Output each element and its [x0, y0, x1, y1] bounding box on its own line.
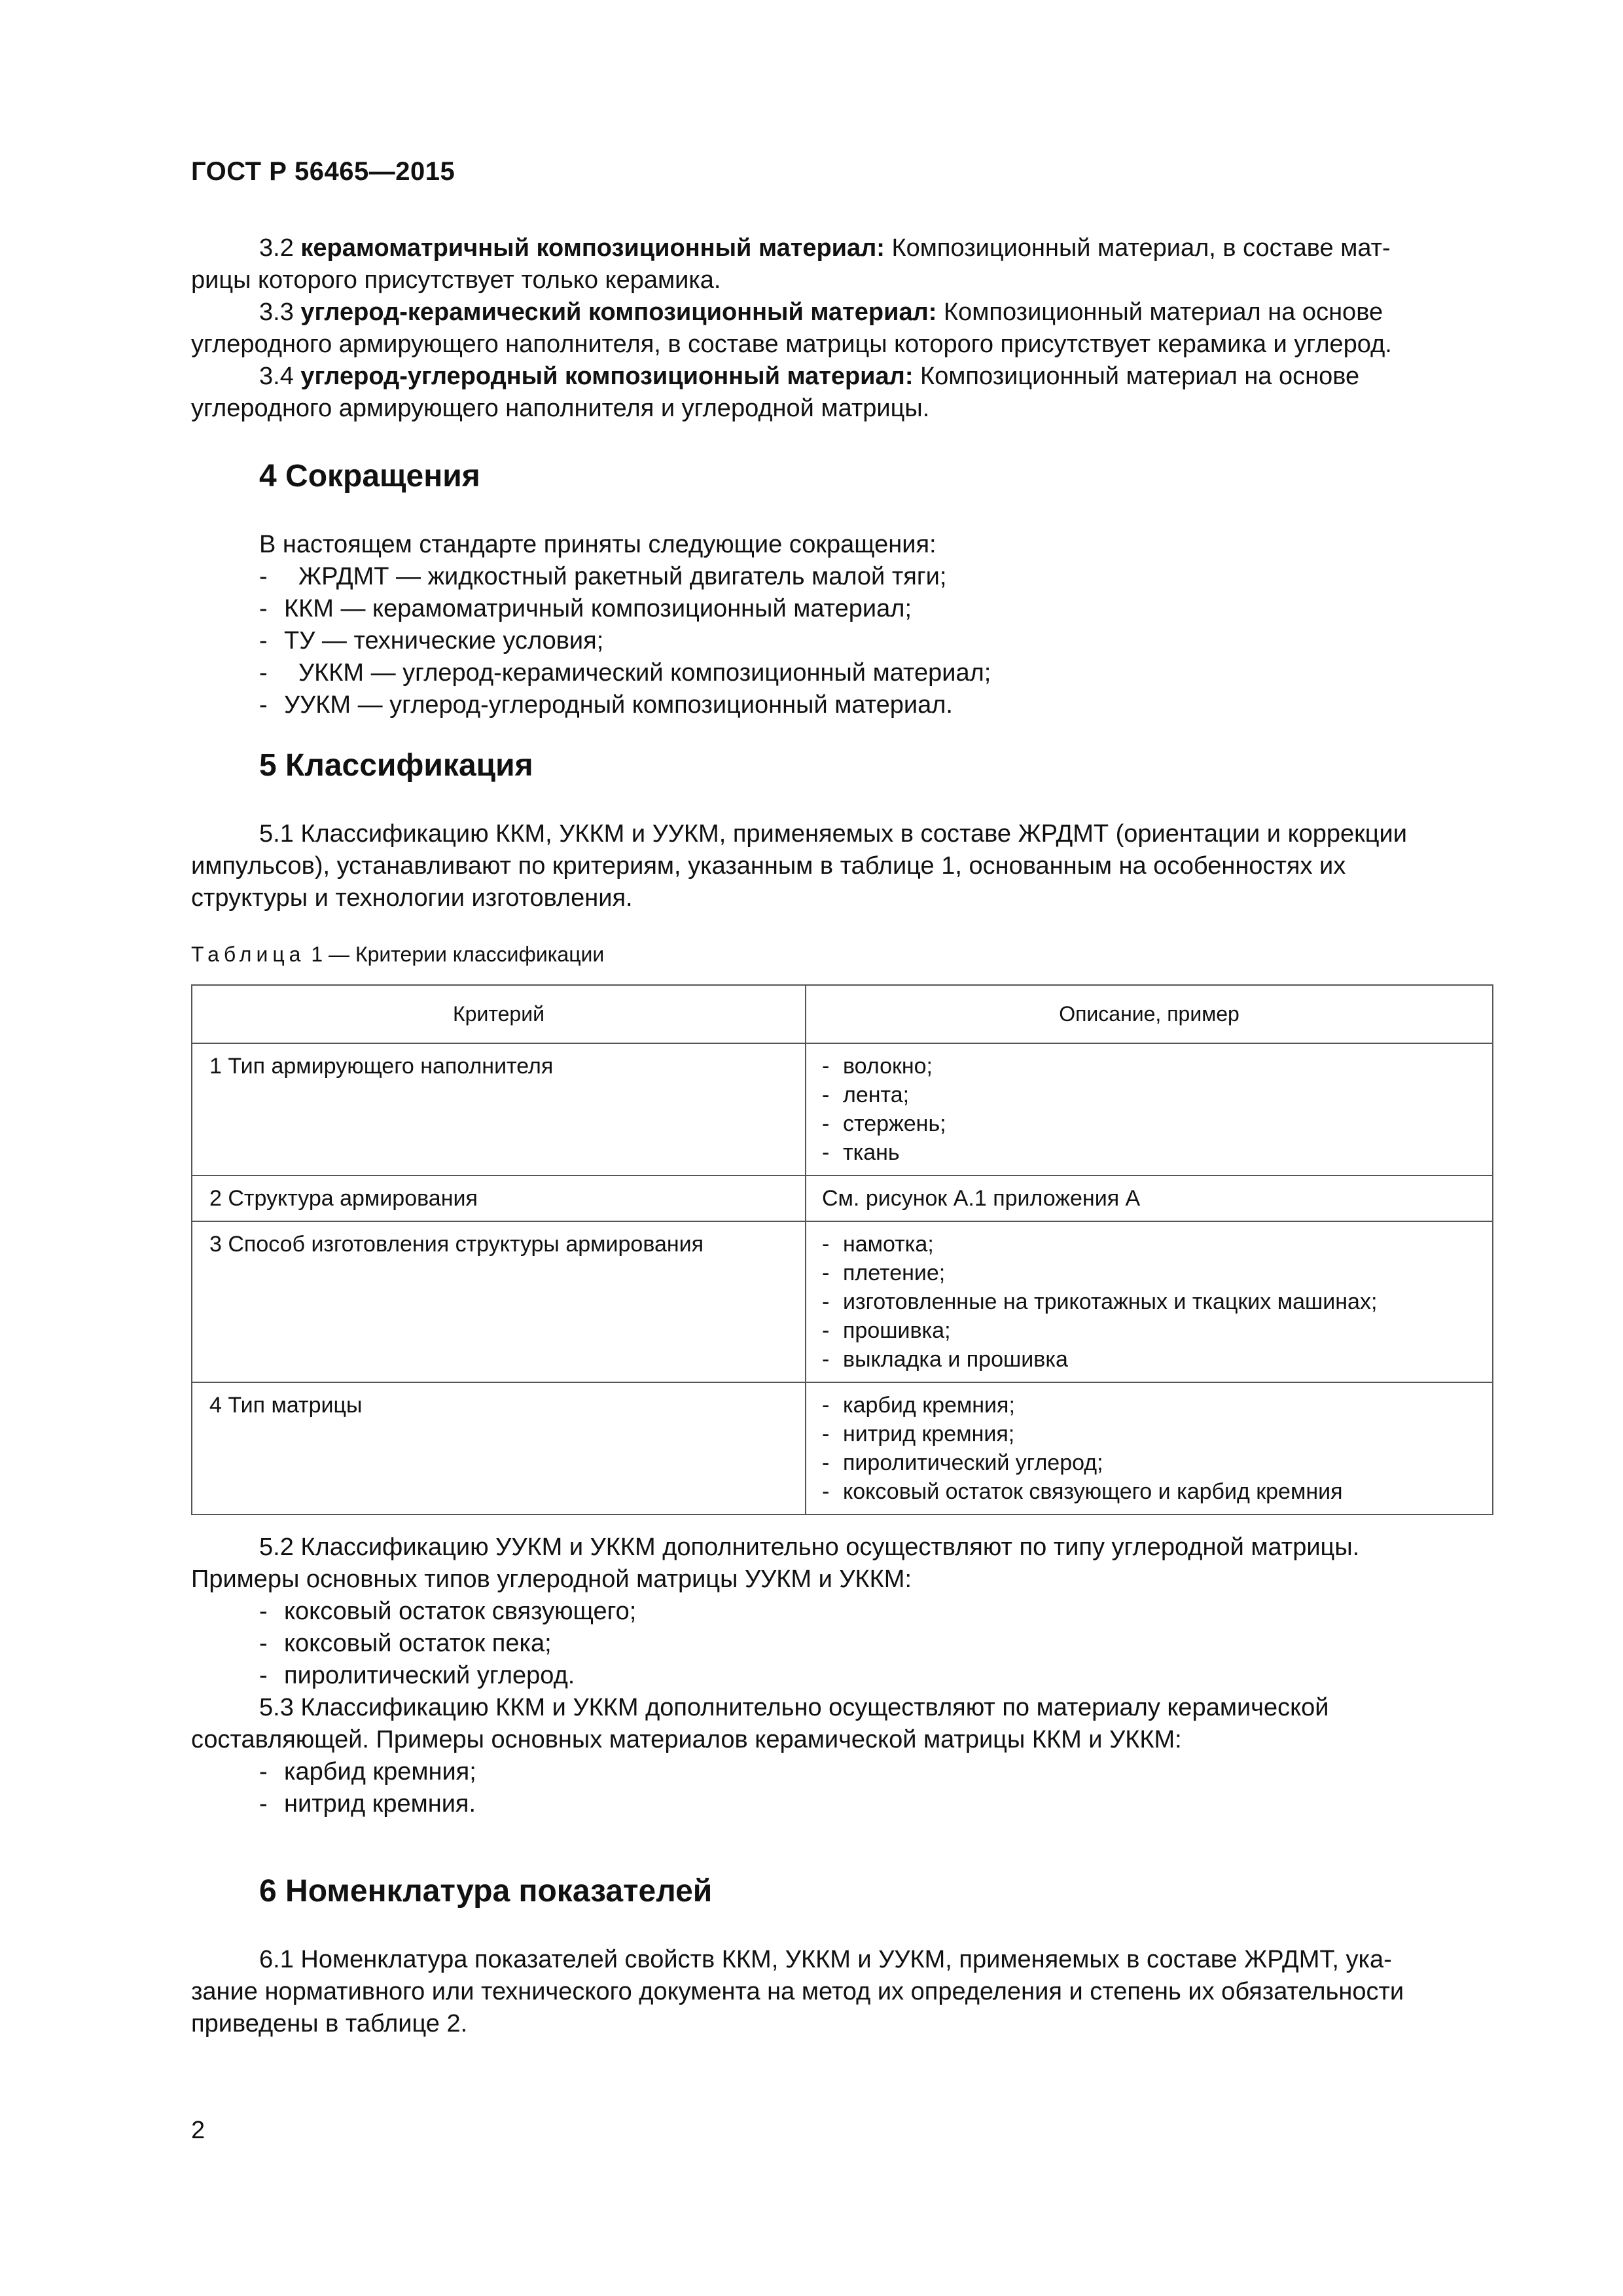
- para-6-1-line: зание нормативного или технического документа на метод их определения и степень их обязательности: [191, 1978, 1404, 2005]
- table-cell-criterion: 3 Способ изготовления структуры армирования: [192, 1221, 806, 1382]
- para-5-1-line: импульсов), устанавливают по критериям, указанным в таблице 1, основанным на особенностях их: [191, 852, 1346, 880]
- table-cell-criterion: 1 Тип армирующего наполнителя: [192, 1043, 806, 1175]
- table-row: [192, 1382, 1493, 1515]
- list-item: - коксовый остаток пека;: [259, 1630, 552, 1657]
- def-3-4-cont: углеродного армирующего наполнителя и углеродной матрицы.: [191, 395, 930, 422]
- abbrev-item: - УККМ — углерод-керамический композиционный материал;: [259, 659, 991, 687]
- table-1-caption: Таблица 1 — Критерии классификации: [191, 942, 605, 966]
- list-item: - карбид кремния;: [259, 1758, 476, 1785]
- def-3-3: 3.3 углерод-керамический композиционный материал: Композиционный материал на основе: [259, 298, 1383, 326]
- def-3-3-cont: углеродного армирующего наполнителя, в составе матрицы которого присутствует керамика и углерод.: [191, 331, 1392, 358]
- para-6-1-line: приведены в таблице 2.: [191, 2010, 468, 2037]
- para-5-3-line: составляющей. Примеры основных материалов керамической матрицы ККМ и УККМ:: [191, 1726, 1182, 1753]
- table-cell-criterion: 4 Тип матрицы: [192, 1382, 806, 1515]
- para-5-2-line: 5.2 Классификацию УУКМ и УККМ дополнительно осуществляют по типу углеродной матрицы.: [259, 1534, 1360, 1561]
- table-row: [192, 1175, 1493, 1221]
- section-6-title: 6 Номенклатура показателей: [259, 1874, 713, 1909]
- list-item: - пиролитический углерод.: [259, 1662, 575, 1689]
- section-5-title: 5 Классификация: [259, 748, 533, 783]
- para-6-1: [191, 1944, 1493, 2040]
- section-4-title: 4 Сокращения: [259, 459, 480, 493]
- def-3-2: 3.2 керамоматричный композиционный материал: Композиционный материал, в составе мат-: [259, 234, 1391, 262]
- table-header-criterion: Критерий: [192, 985, 806, 1043]
- table-row: [192, 1221, 1493, 1382]
- def-3-2-cont: рицы которого присутствует только керамика.: [191, 266, 721, 294]
- table-cell-description: - намотка; - плетение; - изготовленные на трикотажных и ткацких машинах; - прошивка; - выкладка и прошивка: [806, 1221, 1493, 1382]
- table-header-description: Описание, пример: [806, 985, 1493, 1043]
- def-3-4: 3.4 углерод-углеродный композиционный материал: Композиционный материал на основе: [259, 363, 1360, 390]
- abbrev-item: - ЖРДМТ — жидкостный ракетный двигатель малой тяги;: [259, 563, 947, 590]
- para-5-1-line: структуры и технологии изготовления.: [191, 884, 633, 912]
- para-6-1-line: 6.1 Номенклатура показателей свойств ККМ, УККМ и УУКМ, применяемых в составе ЖРДМТ, ука-: [259, 1946, 1392, 1973]
- abbreviations: [191, 529, 1493, 721]
- table-1: [191, 984, 1493, 1515]
- definitions: [191, 232, 1493, 425]
- page-number: 2: [191, 2117, 205, 2144]
- para-5-2: [191, 1532, 1493, 1820]
- abbrev-item: - УУКМ — углерод-углеродный композиционный материал.: [259, 691, 953, 719]
- list-item: - коксовый остаток связующего;: [259, 1598, 637, 1625]
- abbrev-item: - ККМ — керамоматричный композиционный материал;: [259, 595, 912, 622]
- para-5-1: [191, 818, 1493, 914]
- table-cell-description: - карбид кремния; - нитрид кремния; - пиролитический углерод; - коксовый остаток связующего и карбид кремния: [806, 1382, 1493, 1515]
- para-5-1-line: 5.1 Классификацию ККМ, УККМ и УУКМ, применяемых в составе ЖРДМТ (ориентации и коррекции: [259, 820, 1407, 848]
- document-code: ГОСТ Р 56465—2015: [191, 157, 455, 186]
- para-5-2-line: Примеры основных типов углеродной матрицы УУКМ и УККМ:: [191, 1566, 912, 1593]
- para-5-3-line: 5.3 Классификацию ККМ и УККМ дополнительно осуществляют по материалу керамической: [259, 1694, 1329, 1721]
- abbrev-item: - ТУ — технические условия;: [259, 627, 604, 655]
- table-cell-criterion: 2 Структура армирования: [192, 1175, 806, 1221]
- table-row: [192, 1043, 1493, 1175]
- list-item: - нитрид кремния.: [259, 1790, 476, 1818]
- abbrev-intro: В настоящем стандарте приняты следующие сокращения:: [259, 531, 936, 558]
- table-cell-description: См. рисунок А.1 приложения А: [806, 1175, 1493, 1221]
- table-cell-description: - волокно; - лента; - стержень; - ткань: [806, 1043, 1493, 1175]
